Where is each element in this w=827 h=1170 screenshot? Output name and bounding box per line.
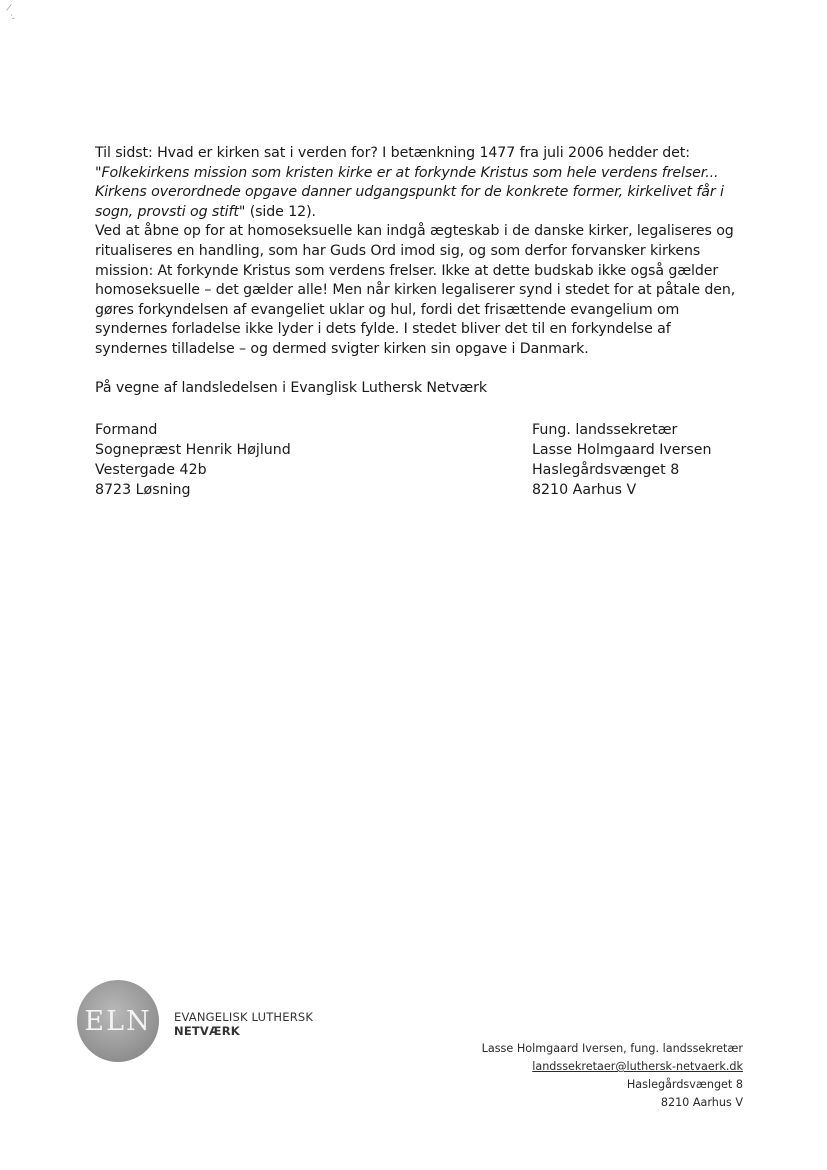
signature-chairman-city: 8723 Løsning (95, 482, 191, 498)
signature-secretary-city: 8210 Aarhus V (532, 482, 637, 498)
paragraph-purpose-quote: Folkekirkens mission som kristen kirke er at forkynde Kristus som hele verdens frelser... Kirkens overordnede opgave danner udgangspunkt for de konkrete former, kirkelivet får i sogn, provsti og stift (95, 164, 724, 220)
signature-chairman (95, 420, 291, 500)
signature-chairman-name: Sognepræst Henrik Højlund (95, 442, 291, 458)
eln-wordmark-line1: EVANGELISK LUTHERSK (174, 1010, 314, 1024)
signature-chairman-street: Vestergade 42b (95, 462, 207, 478)
signature-secretary-street: Haslegårdsvænget 8 (532, 462, 680, 478)
signature-secretary-name: Lasse Holmgaard Iversen (532, 442, 712, 458)
eln-wordmark (174, 1010, 313, 1038)
paragraph-purpose-outro: " (side 12). (238, 203, 316, 220)
signature-secretary-title: Fung. landssekretær (532, 422, 678, 438)
paragraph-purpose (95, 144, 745, 222)
footer-contact (423, 1040, 743, 1112)
footer-street: Haslegårdsvænget 8 (626, 1078, 743, 1091)
signature-secretary (532, 420, 711, 500)
eln-logo (77, 980, 159, 1062)
letter-body (95, 144, 745, 399)
paragraph-argument: Ved at åbne op for at homoseksuelle kan indgå ægteskab i de danske kirker, legaliseres og ritualiseres en handling, som har Guds Ord imod sig, og som derfor forvansker kirkens mission: At forkynde Kristus som verdens frelser. Ikke at dette budskab ikke også gælder homoseksuelle – det gælder alle! Men når kirken legaliserer synd i stedet for at påtale den, gøres forkyndelsen af evangeliet uklar og hul, fordi det frisættende evangelium om syndernes forladelse ikke lyder i dets fylde. I stedet bliver det til en forkyndelse af syndernes tilladelse – og dermed svigter kirken sin opgave i Danmark. (95, 223, 736, 357)
paragraph-purpose-intro: Til sidst: Hvad er kirken sat i verden for? I betænkning 1477 fra juli 2006 hedder det: " (95, 145, 690, 181)
eln-logo-letters: ELN (84, 1005, 152, 1037)
footer-email-link[interactable]: landssekretaer@luthersk-netvaerk.dk (532, 1060, 743, 1073)
signature-chairman-title: Formand (95, 422, 158, 438)
eln-wordmark-line2: NETVÆRK (174, 1024, 240, 1038)
scan-artifact: \ ., (3, 3, 21, 23)
closing-line: På vegne af landsledelsen i Evanglisk Luthersk Netværk (95, 380, 487, 397)
footer-city: 8210 Aarhus V (660, 1096, 743, 1109)
footer-name: Lasse Holmgaard Iversen, fung. landssekretær (481, 1042, 743, 1055)
